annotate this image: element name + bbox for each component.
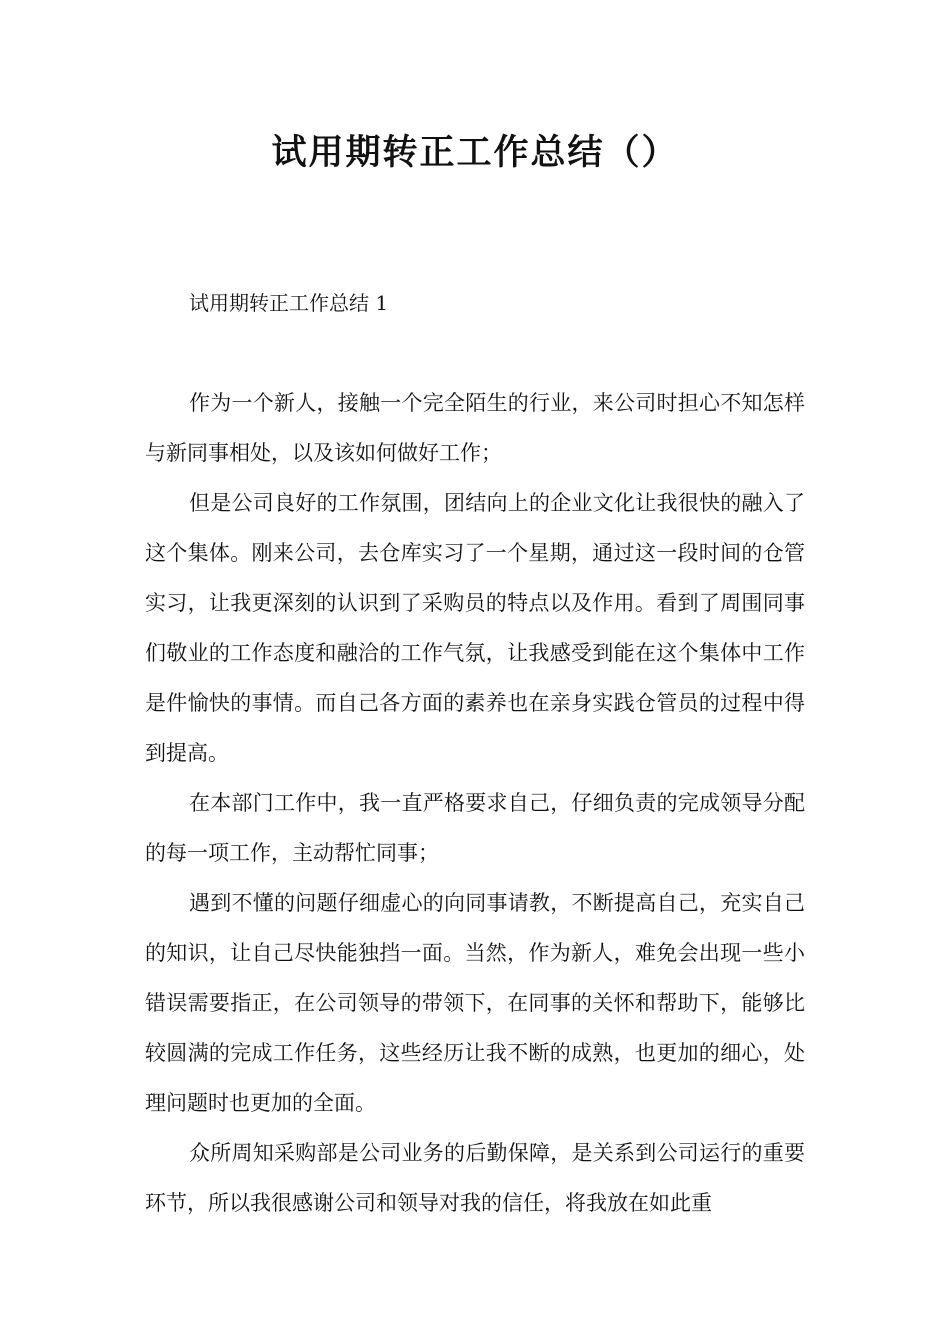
document-title: 试用期转正工作总结（） bbox=[271, 133, 679, 173]
section-heading: 试用期转正工作总结 1 bbox=[189, 291, 389, 315]
paragraph-4: 遇到不懂的问题仔细虚心的向同事请教，不断提高自己，充实自己的知识，让自己尽快能独挡一面。当然，作为新人，难免会出现一些小错误需要指正，在公司领导的带领下，在同事的关怀和帮助下，能够比较圆满的完成工作任务，这些经历让我不断的成熟，也更加的细心，处理问题时也更加的全面。 bbox=[145, 891, 805, 1115]
paragraph-3: 在本部门工作中，我一直严格要求自己，仔细负责的完成领导分配的每一项工作，主动帮忙同事； bbox=[145, 791, 805, 865]
paragraph-2: 但是公司良好的工作氛围，团结向上的企业文化让我很快的融入了这个集体。刚来公司，去仓库实习了一个星期，通过这一段时间的仓管实习，让我更深刻的认识到了采购员的特点以及作用。看到了周围同事们敬业的工作态度和融洽的工作气氛，让我感受到能在这个集体中工作是件愉快的事情。而自己各方面的素养也在亲身实践仓管员的过程中得到提高。 bbox=[145, 491, 805, 765]
paragraph-1: 作为一个新人，接触一个完全陌生的行业，来公司时担心不知怎样与新同事相处，以及该如何做好工作； bbox=[145, 391, 805, 465]
paragraph-5: 众所周知采购部是公司业务的后勤保障，是关系到公司运行的重要环节，所以我很感谢公司和领导对我的信任，将我放在如此重 bbox=[145, 1141, 805, 1215]
document-body bbox=[145, 378, 805, 1228]
